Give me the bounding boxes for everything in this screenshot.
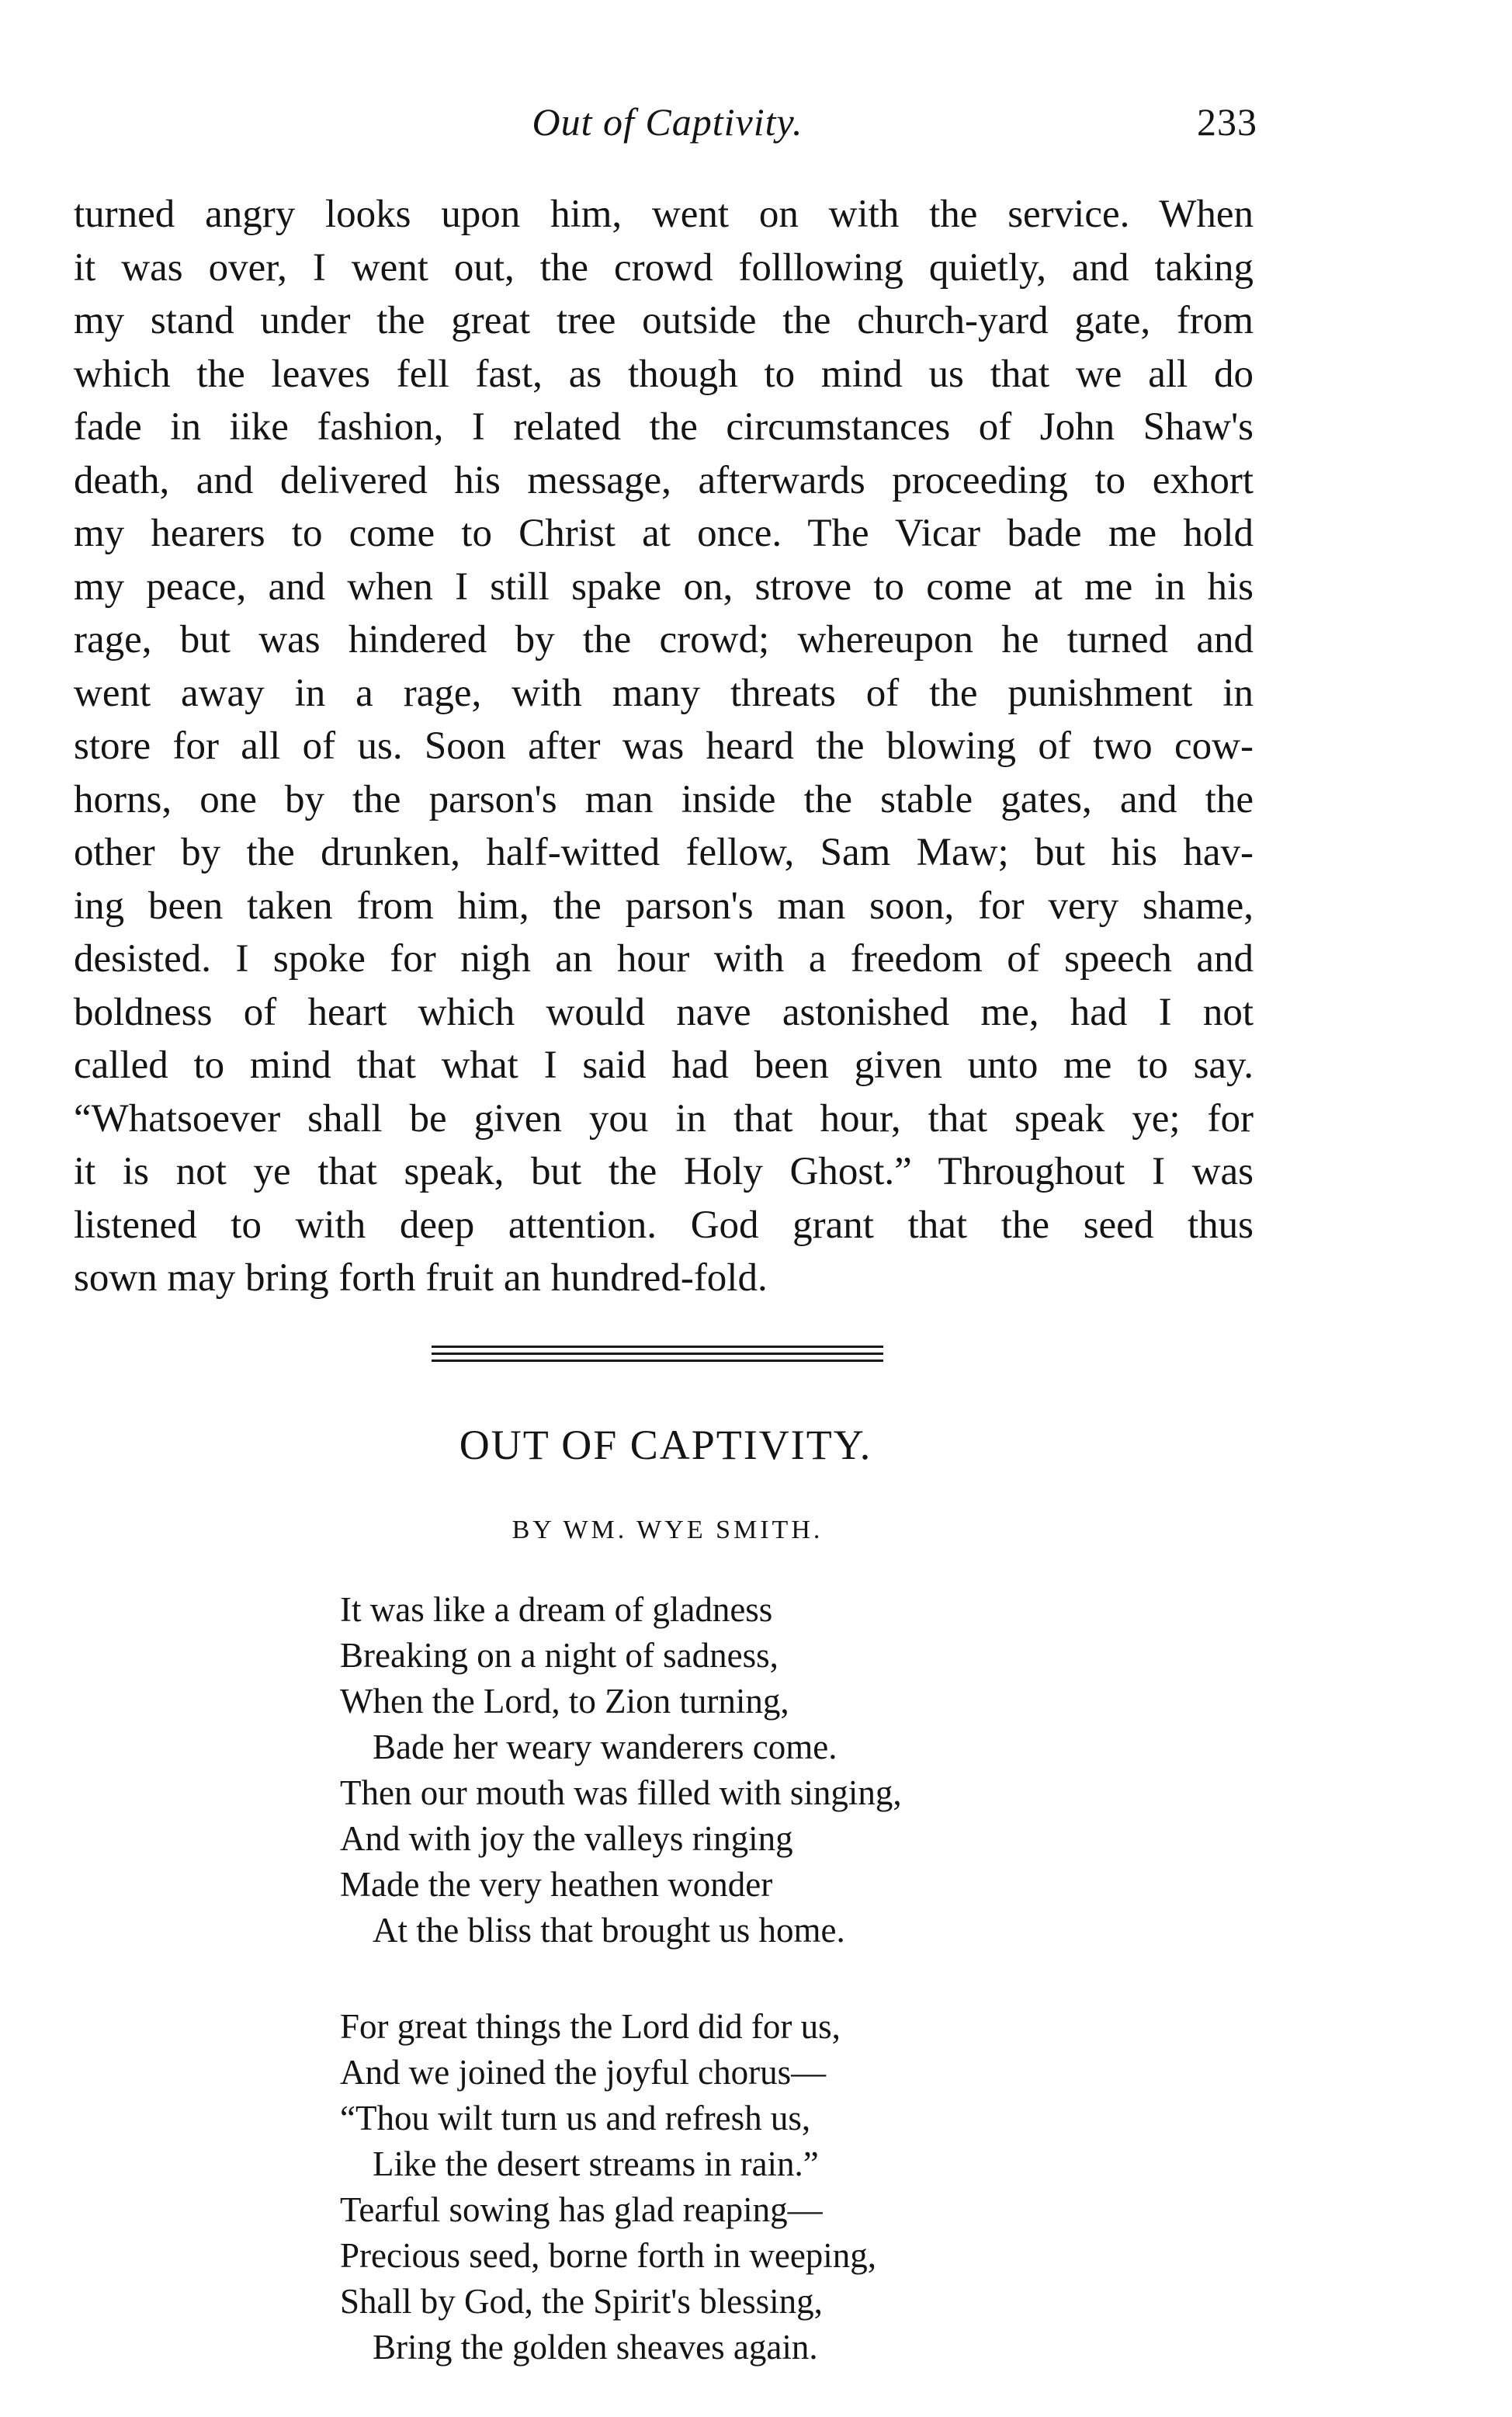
verse-line: And with joy the valleys ringing bbox=[340, 1819, 793, 1858]
verse-line: Breaking on a night of sadness, bbox=[340, 1636, 779, 1675]
prose-line: went away in a rage, with many threats of the punishment in bbox=[74, 671, 1254, 715]
prose-line: sown may bring forth fruit an hundred-fold. bbox=[74, 1256, 768, 1300]
running-head bbox=[78, 99, 1257, 154]
prose-line: store for all of us. Soon after was heard the blowing of two cow- bbox=[74, 724, 1254, 768]
prose-line: fade in iike fashion, I related the circumstances of John Shaw's bbox=[74, 405, 1254, 449]
section-divider-rule bbox=[432, 1360, 883, 1362]
prose-line: my stand under the great tree outside the church-yard gate, from bbox=[74, 299, 1254, 342]
prose-line: listened to with deep attention. God grant that the seed thus bbox=[74, 1203, 1254, 1247]
verse-line: Precious seed, borne forth in weeping, bbox=[340, 2236, 877, 2275]
verse-line: Like the desert streams in rain.” bbox=[373, 2144, 819, 2183]
running-title: Out of Captivity. bbox=[532, 100, 803, 144]
verse-line: Bring the golden sheaves again. bbox=[373, 2328, 818, 2367]
verse-line: Bade her weary wanderers come. bbox=[373, 1728, 837, 1766]
verse-line: It was like a dream of gladness bbox=[340, 1590, 773, 1629]
verse-line: When the Lord, to Zion turning, bbox=[340, 1682, 789, 1721]
verse-line: Made the very heathen wonder bbox=[340, 1865, 773, 1904]
verse-line: And we joined the joyful chorus— bbox=[340, 2053, 827, 2092]
verse-line: For great things the Lord did for us, bbox=[340, 2007, 841, 2046]
section-divider-rule bbox=[432, 1346, 883, 1348]
prose-line: it is not ye that speak, but the Holy Ghost.” Throughout I was bbox=[74, 1150, 1254, 1193]
prose-line: death, and delivered his message, afterwards proceeding to exhort bbox=[74, 458, 1254, 502]
prose-line: horns, one by the parson's man inside the stable gates, and the bbox=[74, 777, 1254, 821]
prose-line: it was over, I went out, the crowd folllowing quietly, and taking bbox=[74, 245, 1254, 290]
prose-line: my peace, and when I still spake on, strove to come at me in his bbox=[74, 564, 1254, 609]
poem-stanza bbox=[340, 1587, 1039, 1953]
prose-line: “Whatsoever shall be given you in that hour, that speak ye; for bbox=[74, 1096, 1254, 1141]
poem-title: OUT OF CAPTIVITY. bbox=[459, 1422, 872, 1468]
verse-line: At the bliss that brought us home. bbox=[373, 1911, 845, 1950]
prose-line: other by the drunken, half-witted fellow, Sam Maw; but his hav- bbox=[74, 831, 1254, 874]
prose-line: desisted. I spoke for nigh an hour with a freedom of speech and bbox=[74, 937, 1254, 981]
prose-line: rage, but was hindered by the crowd; whereupon he turned and bbox=[74, 618, 1254, 662]
section-divider-rule bbox=[432, 1353, 883, 1355]
prose-line: my hearers to come to Christ at once. The Vicar bade me hold bbox=[74, 512, 1254, 555]
prose-line: boldness of heart which would nave astonished me, had I not bbox=[74, 990, 1254, 1034]
poem-stanza bbox=[340, 2004, 1039, 2370]
page-number: 233 bbox=[1197, 100, 1257, 144]
prose-line: which the leaves fell fast, as though to mind us that we all do bbox=[74, 352, 1254, 396]
prose-line: ing been taken from him, the parson's man soon, for very shame, bbox=[74, 884, 1254, 928]
verse-line: “Thou wilt turn us and refresh us, bbox=[340, 2099, 811, 2137]
verse-line: Shall by God, the Spirit's blessing, bbox=[340, 2282, 823, 2321]
poem-byline: BY WM. WYE SMITH. bbox=[512, 1516, 824, 1544]
verse-line: Then our mouth was filled with singing, bbox=[340, 1773, 902, 1812]
prose-paragraph bbox=[74, 188, 1254, 1305]
prose-line: called to mind that what I said had been given unto me to say. bbox=[74, 1044, 1254, 1087]
verse-line: Tearful sowing has glad reaping— bbox=[340, 2190, 823, 2229]
prose-line: turned angry looks upon him, went on with the service. When bbox=[74, 193, 1254, 236]
